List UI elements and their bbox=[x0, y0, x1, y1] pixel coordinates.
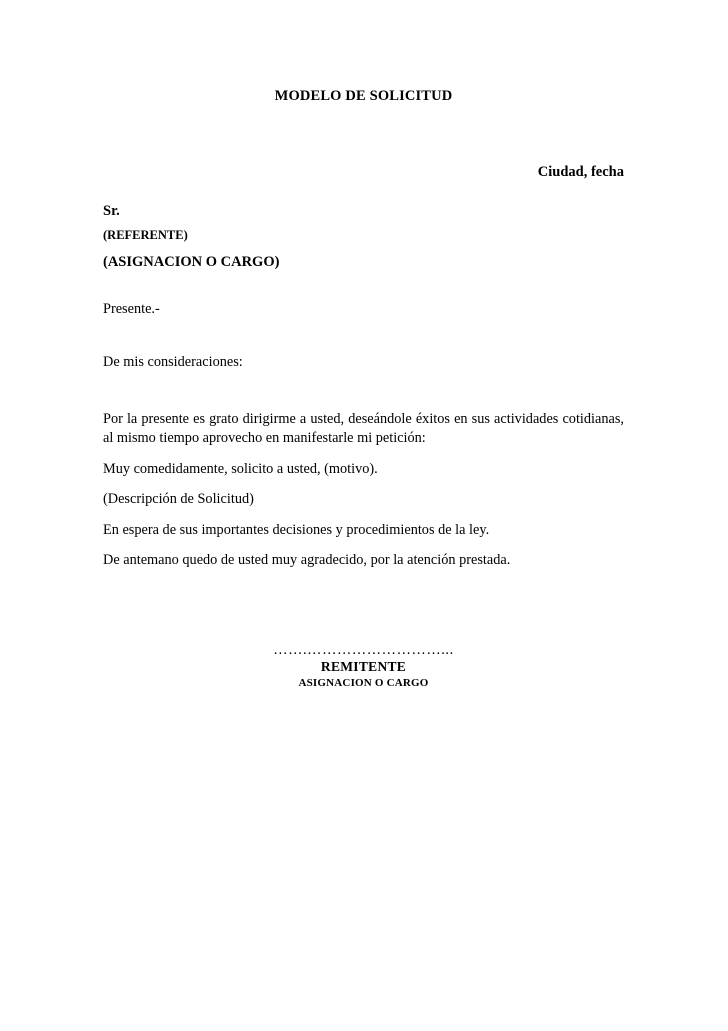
addressee-referent: (REFERENTE) bbox=[103, 228, 188, 243]
date-line: Ciudad, fecha bbox=[537, 164, 624, 181]
body-paragraph-4: En espera de sus importantes decisiones y procedimientos de la ley. bbox=[103, 521, 490, 538]
signature-block bbox=[103, 570, 624, 690]
signature-role: ASIGNACION O CARGO bbox=[298, 676, 429, 689]
addressee-block bbox=[103, 182, 624, 270]
body-paragraph-5: De antemano quedo de usted muy agradecido, por la atención prestada. bbox=[103, 552, 511, 569]
document-content bbox=[103, 0, 624, 690]
signature-line: …….………………………... bbox=[273, 641, 454, 658]
signature-name: REMITENTE bbox=[320, 659, 407, 675]
greeting-line: De mis consideraciones: bbox=[103, 353, 243, 370]
addressee-salutation: Sr. bbox=[103, 202, 120, 219]
addressee-position: (ASIGNACION O CARGO) bbox=[103, 253, 280, 270]
body-paragraph-2: Muy comedidamente, solicito a usted, (motivo). bbox=[103, 460, 378, 477]
presente-line: Presente.- bbox=[103, 301, 160, 318]
body-paragraph-3: (Descripción de Solicitud) bbox=[103, 491, 254, 508]
page-title: MODELO DE SOLICITUD bbox=[274, 88, 453, 104]
body-paragraph-1: Por la presente es grato dirigirme a usted, deseándole éxitos en sus actividades cotidianas, al mismo tiempo aprovecho en manifestarle mi petición: bbox=[103, 411, 624, 447]
